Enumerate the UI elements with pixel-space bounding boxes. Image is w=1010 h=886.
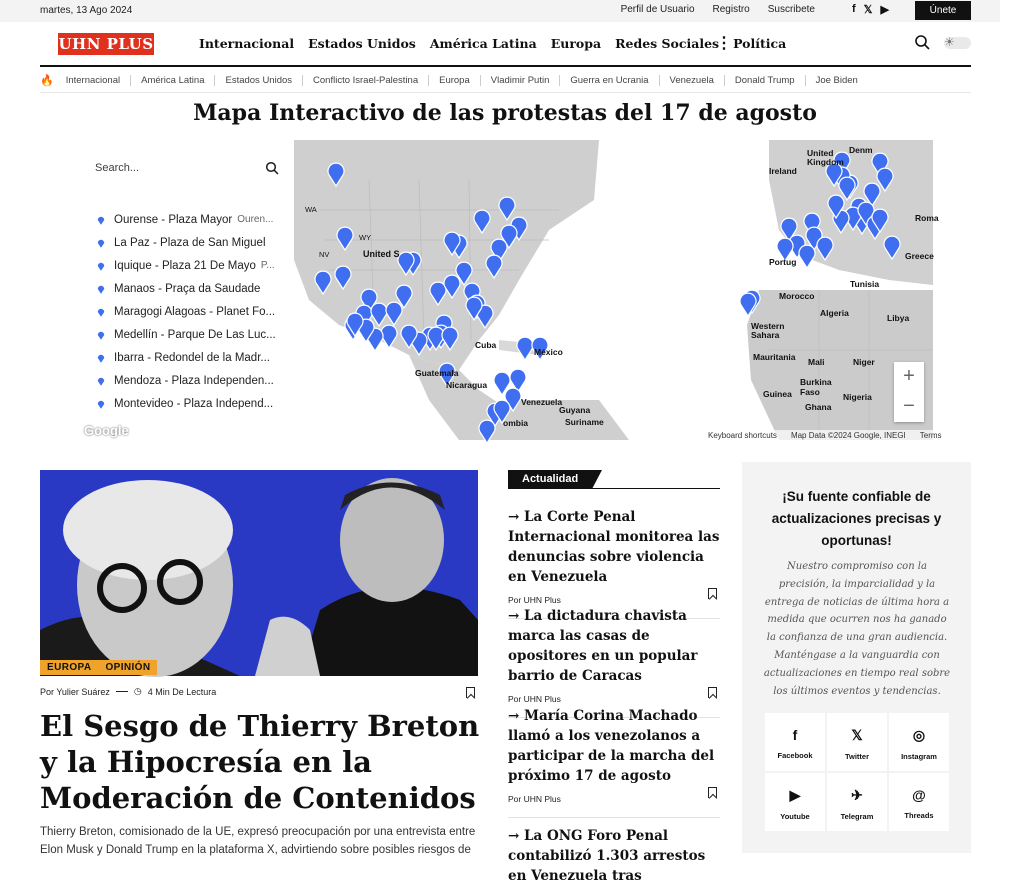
map-label: Roma bbox=[915, 213, 939, 223]
news-item[interactable] bbox=[508, 606, 720, 704]
dark-mode-toggle[interactable] bbox=[944, 37, 971, 49]
trend-tag[interactable]: Guerra en Ucrania bbox=[559, 75, 658, 86]
map-marker[interactable] bbox=[740, 293, 756, 316]
map-marker[interactable] bbox=[371, 303, 387, 326]
map-marker[interactable] bbox=[474, 210, 490, 233]
section-divider bbox=[508, 488, 720, 489]
promo-text: Nuestro compromiso con la precisión, la imparcialidad y la entrega de noticias de última hora a medida que ocurren nos ha ganado la confianza de una gran audiencia. Manténgase a la vanguardia con actualizaciones en tiempo real sobre los últimos eventos y tendencias. bbox=[763, 561, 951, 697]
trend-tag[interactable]: Internacional bbox=[65, 75, 121, 86]
map-pin-icon bbox=[97, 307, 105, 317]
meta-divider bbox=[116, 691, 128, 692]
map-marker[interactable] bbox=[499, 197, 515, 220]
map-label: Tunisia bbox=[850, 279, 880, 289]
zoom-in-button[interactable]: + bbox=[903, 365, 915, 387]
trend-tag[interactable]: América Latina bbox=[130, 75, 214, 86]
bookmark-icon[interactable] bbox=[708, 687, 717, 698]
social-threads-button[interactable] bbox=[889, 773, 949, 831]
photo-illustration bbox=[40, 470, 478, 676]
news-author[interactable]: Por UHN Plus bbox=[508, 595, 561, 605]
location-address: P... bbox=[260, 260, 275, 271]
map-label: Guatemala bbox=[415, 368, 459, 378]
location-list bbox=[79, 208, 294, 415]
social-label: Youtube bbox=[780, 812, 810, 821]
map-marker[interactable] bbox=[817, 237, 833, 260]
register-link[interactable]: Registro bbox=[712, 4, 750, 15]
map-pin-icon bbox=[97, 353, 105, 363]
news-title[interactable]: → La dictadura chavista marca las casas de opositores en un popular barrio de Caracas bbox=[508, 608, 698, 684]
trend-tag[interactable]: Conflicto Israel-Palestina bbox=[302, 75, 428, 86]
map-marker[interactable] bbox=[386, 302, 402, 325]
location-address: Ouren... bbox=[237, 214, 274, 225]
map-label: WY bbox=[359, 233, 372, 242]
map-pin-icon bbox=[97, 330, 105, 340]
category-badge[interactable]: EUROPA bbox=[40, 660, 98, 675]
map-label: Cuba bbox=[475, 340, 497, 350]
map-label: Portug bbox=[769, 257, 797, 267]
map-label: Greece bbox=[905, 251, 934, 261]
location-item[interactable] bbox=[79, 300, 294, 323]
news-title[interactable]: → La Corte Penal Internacional monitorea las denuncias sobre violencia en Venezuela bbox=[508, 509, 720, 585]
social-label: Twitter bbox=[844, 752, 870, 761]
map-label: Nigeria bbox=[843, 392, 872, 402]
news-author[interactable]: Por UHN Plus bbox=[508, 694, 561, 704]
map-label: Western Sahara bbox=[751, 321, 785, 340]
profile-link[interactable]: Perfil de Usuario bbox=[620, 4, 695, 15]
location-name: Iquique - Plaza 21 De Mayo bbox=[114, 259, 256, 272]
map-marker[interactable] bbox=[486, 255, 502, 278]
nav-redes-sociales[interactable]: Redes Sociales bbox=[615, 36, 720, 51]
map-label: NV bbox=[319, 250, 330, 259]
clock-icon: ◷ bbox=[133, 686, 142, 696]
author-link[interactable]: Por Yulier Suárez bbox=[40, 686, 110, 697]
map-pin-icon bbox=[97, 399, 105, 409]
featured-image[interactable] bbox=[40, 470, 478, 676]
social-grid bbox=[765, 713, 949, 831]
social-instagram-button[interactable] bbox=[889, 713, 949, 771]
trending-bar bbox=[40, 72, 971, 89]
map-marker[interactable] bbox=[337, 227, 353, 250]
map-search-input[interactable]: Search... bbox=[95, 162, 140, 174]
map-marker[interactable] bbox=[430, 282, 446, 305]
news-item[interactable] bbox=[508, 826, 720, 886]
map-marker[interactable] bbox=[884, 236, 900, 259]
article-headline[interactable]: El Sesgo de Thierry Breton y la Hipocresía en la Moderación de Contenidos bbox=[40, 709, 480, 815]
location-item[interactable] bbox=[79, 392, 294, 415]
map-data-text: Map Data ©2024 Google, INEGI bbox=[790, 431, 906, 440]
map-label: Suriname bbox=[565, 417, 604, 427]
google-logo: Google bbox=[84, 423, 129, 438]
map-search-panel bbox=[79, 149, 294, 189]
map-pin-icon bbox=[97, 376, 105, 386]
twitter-icon: 𝕏 bbox=[851, 727, 863, 743]
map-label: Libya bbox=[887, 313, 910, 323]
trend-tag[interactable]: Joe Biden bbox=[805, 75, 868, 86]
trend-tag[interactable]: Estados Unidos bbox=[214, 75, 302, 86]
social-youtube-button[interactable] bbox=[765, 773, 825, 831]
fire-icon: 🔥 bbox=[40, 75, 54, 87]
current-date: martes, 13 Ago 2024 bbox=[40, 5, 133, 16]
news-author[interactable]: Por UHN Plus bbox=[508, 794, 561, 804]
section-label: Actualidad bbox=[508, 470, 592, 489]
main-nav bbox=[199, 36, 786, 51]
news-divider bbox=[508, 817, 720, 818]
social-telegram-button[interactable] bbox=[827, 773, 887, 831]
map-label: Mauritania bbox=[753, 352, 796, 362]
location-item[interactable] bbox=[79, 254, 294, 277]
bookmark-icon[interactable] bbox=[466, 687, 475, 698]
social-label: Facebook bbox=[777, 751, 813, 760]
top-bar bbox=[0, 0, 1000, 22]
x-twitter-icon[interactable]: 𝕏 bbox=[863, 4, 873, 16]
top-social bbox=[852, 3, 889, 16]
map-marker[interactable] bbox=[517, 337, 533, 360]
social-twitter-button[interactable] bbox=[827, 713, 887, 771]
location-item[interactable] bbox=[79, 277, 294, 300]
map-marker[interactable] bbox=[442, 327, 458, 350]
map-label: Nicaragua bbox=[446, 380, 488, 390]
nav-europa[interactable]: Europa bbox=[550, 36, 602, 51]
trend-tag[interactable]: Europa bbox=[428, 75, 480, 86]
location-item[interactable] bbox=[79, 369, 294, 392]
news-title[interactable]: → La ONG Foro Penal contabilizó 1.303 arrestos en Venezuela tras bbox=[508, 828, 706, 884]
bookmark-icon[interactable] bbox=[708, 588, 717, 599]
map-marker[interactable] bbox=[444, 275, 460, 298]
news-title[interactable]: → María Corina Machado llamó a los venezolanos a participar de la marcha del próximo 17 de agosto bbox=[508, 708, 715, 784]
youtube-icon: ▶ bbox=[789, 787, 801, 803]
map-pin-icon bbox=[97, 215, 105, 225]
map-label: Algeria bbox=[820, 308, 849, 318]
location-item[interactable] bbox=[79, 323, 294, 346]
location-item[interactable] bbox=[79, 231, 294, 254]
map-marker[interactable] bbox=[479, 420, 495, 443]
join-button[interactable]: Únete bbox=[915, 1, 971, 20]
article-excerpt: Thierry Breton, comisionado de la UE, expresó preocupación por una entrevista entre Elon Musk y Donald Trump en la plataforma X, advirtiendo sobre posibles riesgos de bbox=[40, 826, 476, 856]
terms-link[interactable]: Terms bbox=[919, 431, 942, 440]
location-name: Ibarra - Redondel de la Madr... bbox=[114, 351, 270, 364]
map-label: Morocco bbox=[779, 291, 815, 301]
nav-politica[interactable]: Política bbox=[733, 36, 787, 51]
map-label: ombia bbox=[503, 418, 529, 428]
map-marker[interactable] bbox=[328, 163, 344, 186]
subscribe-link[interactable]: Suscribete bbox=[767, 4, 815, 15]
news-item[interactable] bbox=[508, 507, 720, 605]
article-categories bbox=[40, 660, 157, 675]
telegram-icon: ✈ bbox=[851, 787, 863, 803]
map-label: Guinea bbox=[763, 389, 792, 399]
location-name: Medellín - Parque De Las Luc... bbox=[114, 328, 276, 341]
article-meta bbox=[40, 686, 216, 697]
trend-tag[interactable]: Vladimir Putin bbox=[480, 75, 560, 86]
map-title: Mapa Interactivo de las protestas del 17 de agosto bbox=[193, 100, 817, 126]
map-label: WA bbox=[305, 205, 317, 214]
nav-internacional[interactable]: Internacional bbox=[199, 36, 295, 51]
youtube-icon[interactable]: ▶ bbox=[880, 4, 890, 16]
map-pin-icon bbox=[97, 261, 105, 271]
top-links bbox=[621, 4, 815, 15]
trend-tag[interactable]: Donald Trump bbox=[724, 75, 805, 86]
location-item[interactable] bbox=[79, 208, 294, 231]
map-marker[interactable] bbox=[335, 266, 351, 289]
location-name: Mendoza - Plaza Independen... bbox=[114, 374, 274, 387]
threads-icon: @ bbox=[912, 787, 926, 803]
divider bbox=[40, 92, 971, 93]
trend-tag[interactable]: Venezuela bbox=[659, 75, 724, 86]
instagram-icon: ◎ bbox=[912, 727, 926, 743]
map-pin-icon bbox=[97, 238, 105, 248]
location-name: Manaos - Praça da Saudade bbox=[114, 282, 261, 295]
sun-icon: ☀ bbox=[944, 35, 955, 49]
map-label: Guyana bbox=[559, 405, 591, 415]
zoom-controls bbox=[894, 362, 924, 422]
nav-america-latina[interactable]: América Latina bbox=[429, 36, 537, 51]
facebook-icon[interactable]: f bbox=[852, 3, 856, 15]
location-name: Montevideo - Plaza Independ... bbox=[114, 397, 274, 410]
bookmark-icon[interactable] bbox=[708, 787, 717, 798]
search-icon[interactable] bbox=[914, 34, 930, 50]
map-label: United S bbox=[363, 249, 400, 259]
map-label: México bbox=[534, 347, 563, 357]
search-icon[interactable] bbox=[265, 161, 279, 175]
nav-estados-unidos[interactable]: Estados Unidos bbox=[308, 36, 416, 51]
social-label: Threads bbox=[904, 811, 934, 820]
news-item[interactable] bbox=[508, 706, 720, 804]
keyboard-shortcuts-link[interactable]: Keyboard shortcuts bbox=[708, 431, 777, 440]
read-time: 4 Min De Lectura bbox=[147, 686, 217, 697]
map-label: Mali bbox=[808, 357, 825, 367]
map-attribution bbox=[704, 430, 946, 441]
map-marker[interactable] bbox=[315, 271, 331, 294]
more-menu-icon[interactable]: ⋮ bbox=[716, 35, 732, 52]
location-item[interactable] bbox=[79, 346, 294, 369]
header-divider bbox=[40, 65, 971, 67]
map-label: Denm bbox=[849, 145, 873, 155]
map-label: Venezuela bbox=[521, 397, 563, 407]
map-label: Burkina Faso bbox=[800, 377, 832, 397]
facebook-icon: f bbox=[792, 727, 798, 743]
social-facebook-button[interactable] bbox=[765, 713, 825, 771]
location-name: La Paz - Plaza de San Miguel bbox=[114, 236, 266, 249]
map-label: Niger bbox=[853, 357, 875, 367]
map-label: Ghana bbox=[805, 402, 832, 412]
map-pin-icon bbox=[97, 284, 105, 294]
category-badge[interactable]: OPINIÓN bbox=[98, 660, 157, 675]
map-label: United Kingdom bbox=[807, 148, 844, 167]
social-label: Telegram bbox=[840, 812, 874, 821]
map-marker[interactable] bbox=[799, 245, 815, 268]
location-name: Maragogi Alagoas - Planet Fo... bbox=[114, 305, 276, 318]
map-label: Ireland bbox=[769, 166, 797, 176]
social-label: Instagram bbox=[901, 752, 937, 761]
location-name: Ourense - Plaza Mayor bbox=[114, 213, 233, 226]
zoom-out-button[interactable]: − bbox=[903, 395, 915, 417]
site-logo[interactable]: UHN PLUS bbox=[58, 35, 154, 53]
promo-title: ¡Su fuente confiable de actualizaciones precisas y oportunas! bbox=[771, 489, 942, 548]
